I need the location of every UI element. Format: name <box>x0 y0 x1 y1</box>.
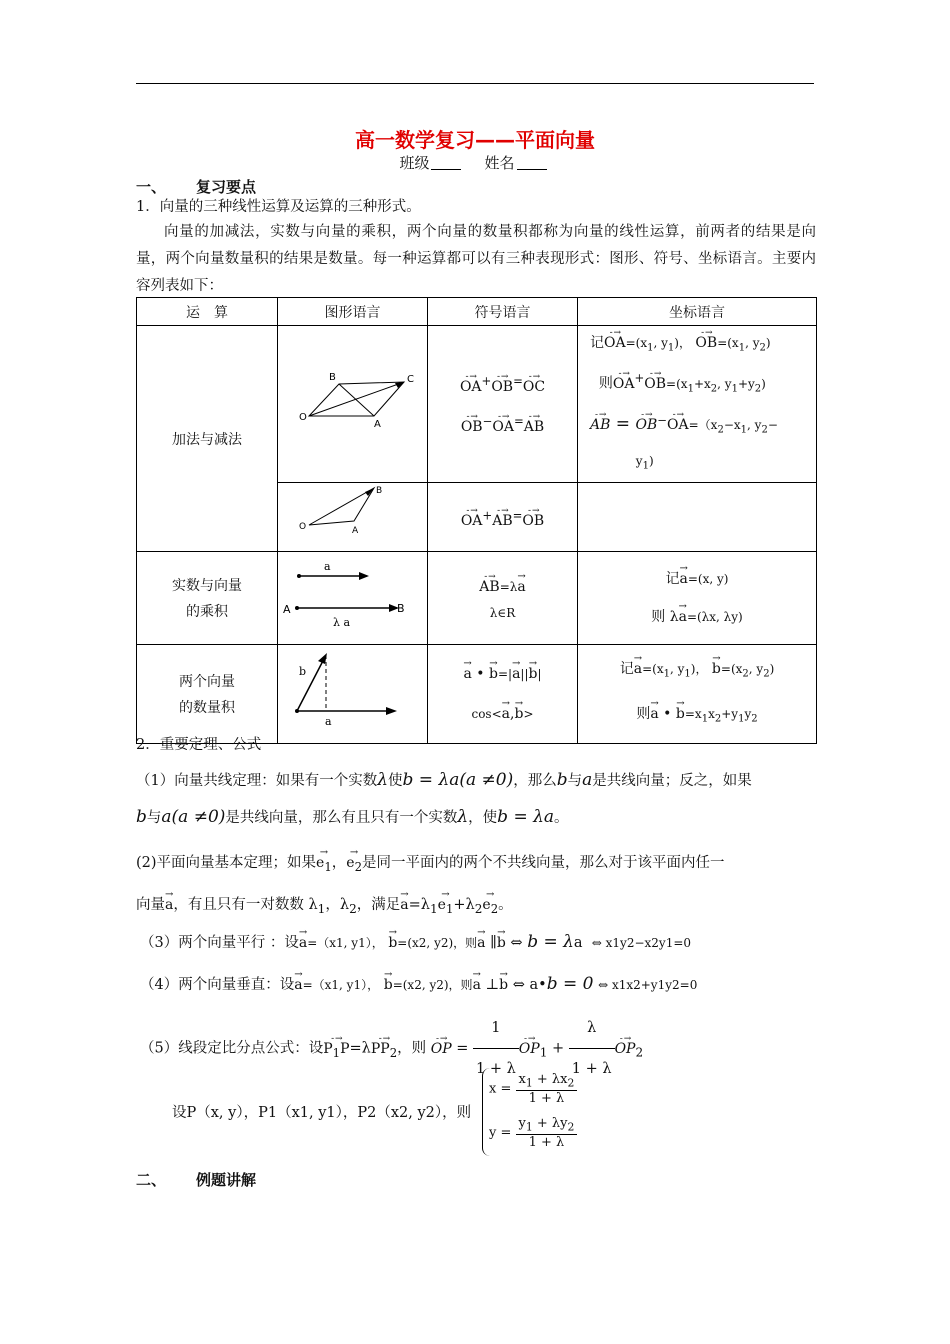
section1-heading: 一、 复习要点 <box>136 178 257 196</box>
sym-add: - → OA+- → OB=- → OC - → OB−- → OA=- → AB <box>428 326 578 483</box>
fig-scalar <box>278 552 428 645</box>
section2-heading: 二、 例题讲解 <box>136 1171 257 1189</box>
svg-text:a: a <box>323 560 331 573</box>
svg-text:B: B <box>375 486 382 496</box>
page-title: 高一数学复习——平面向量 <box>355 128 595 152</box>
svg-text:C: C <box>406 374 414 385</box>
table-row-scalar <box>137 552 817 645</box>
theorem-3: （3）两个向量平行 ：设→ a=（x1, y1）， → b=(x2, y2)，则→ a ∥→ b ⇔ b = λa ⇔ x1y2−x2y1=0 <box>140 926 820 956</box>
coord-dot: 记→ $a=(x_1$, $y_1$)， → $b=(x_2$, $y_2$) 则→ a • → $b=x_1x_2+y_1y_2$ <box>578 645 817 744</box>
class-label: 班级 <box>399 154 430 172</box>
theorem-1: （1）向量共线定理：如果有一个实数λ使b = λa(a ≠0)，那么b与a是共线向量；反之，如果 b与a(a ≠0)是共线向量，那么有且只有一个实数λ，使b = λa。 <box>136 770 752 827</box>
item1: 1．向量的三种线性运算及运算的三种形式。 <box>136 199 421 215</box>
theorem-5: （5）线段定比分点公式：设- → $P_1P=\lambda- \to PP_2$，则 - → OP = $\frac{1}{1 + \lambda}$ - → $OP_1$ + $\frac{\lambda}{1 + \lambda}$ - → $OP_2$ <box>140 1008 820 1089</box>
svg-text:A: A <box>373 419 381 430</box>
theorem-2: (2)平面向量基本定理；如果→ $e_1$，→ $e_2$是同一平面内的两个不共线向量，那么对于该平面内任一 向量→ a，有且只有一对数数 $\lambda_1$，$\lambda_2$，满足→ $a=\lambda_1\to e_1+\lambda_2\to e_2$。 <box>136 842 816 930</box>
intro-paragraph: 向量的加减法，实数与向量的乘积，两个向量的数量积都称为向量的线性运算，前两者的结果是向量，两个向量数量积的结果是数量。每一种运算都可以有三种表现形式：图形、符号、坐标语言。主要内容列表如下： <box>136 224 816 294</box>
row-label-dot: 两个向量 的数量积 <box>137 645 278 744</box>
theorem-4: （4）两个向量垂直：设→ a=（x1, y1）， → b=(x2, y2)，则→ a ⊥→ b ⇔ a•b = 0 ⇔ x1x2+y1y2=0 <box>140 968 820 998</box>
svg-text:O: O <box>298 522 306 532</box>
coord-add: 记- → $OA=(x_1$, $y_1$)， - → $OB=(x_1$, $y_2$) 则- → $OA^+- \to OB=(x_1+x_2$, $y_1+y_2$) - → AB = - → $OB^-- \to OA=(x_2-x_1$, $y_2-$ $y_1$) <box>578 326 817 483</box>
sym-scalar: - → AB=λ→ a λ∈R <box>428 552 578 645</box>
svg-text:A: A <box>282 603 291 616</box>
theorem-6: 设P（x, y），P1（x1, y1），P2（x2, y2），则 <box>172 1105 472 1121</box>
coord-scalar: 记→ a=(x, y) 则 λ→ a=(λx, λy) <box>578 552 817 645</box>
table-row-add <box>137 326 817 483</box>
svg-text:b: b <box>298 665 306 678</box>
svg-text:A: A <box>351 526 358 536</box>
svg-text:O: O <box>298 412 307 423</box>
class-name-line <box>0 152 950 173</box>
svg-text:B: B <box>396 602 405 615</box>
table-row-dot <box>137 645 817 744</box>
fig-dot <box>278 645 428 744</box>
svg-text:a: a <box>324 715 332 728</box>
operations-table <box>136 297 817 744</box>
sym-add2: - → OA+- → AB=- → OB <box>428 483 578 552</box>
table-header-row: 运 算 图形语言 符号语言 坐标语言 <box>137 298 817 326</box>
name-label: 姓名 <box>484 154 515 172</box>
row-label-add: 加法与减法 <box>137 326 278 552</box>
coord-add2 <box>578 483 817 552</box>
sym-dot: → a • → b=|→ a||→ b| cos<→ a,→ b> <box>428 645 578 744</box>
fig-parallelogram <box>278 326 428 483</box>
svg-text:B: B <box>328 372 336 383</box>
coord-formula-brace: x = $\frac{x_1 + \lambda x_2}{1 + \lambda}$ y = $\frac{y_1 + \lambda y_2}{1 + \lambda}$ <box>482 1068 593 1156</box>
item2: 2．重要定理、公式 <box>136 737 262 753</box>
fig-triangle <box>278 483 428 552</box>
svg-text:λ a: λ a <box>332 616 350 629</box>
row-label-scalar: 实数与向量 的乘积 <box>137 552 278 645</box>
header-rule <box>136 83 814 84</box>
